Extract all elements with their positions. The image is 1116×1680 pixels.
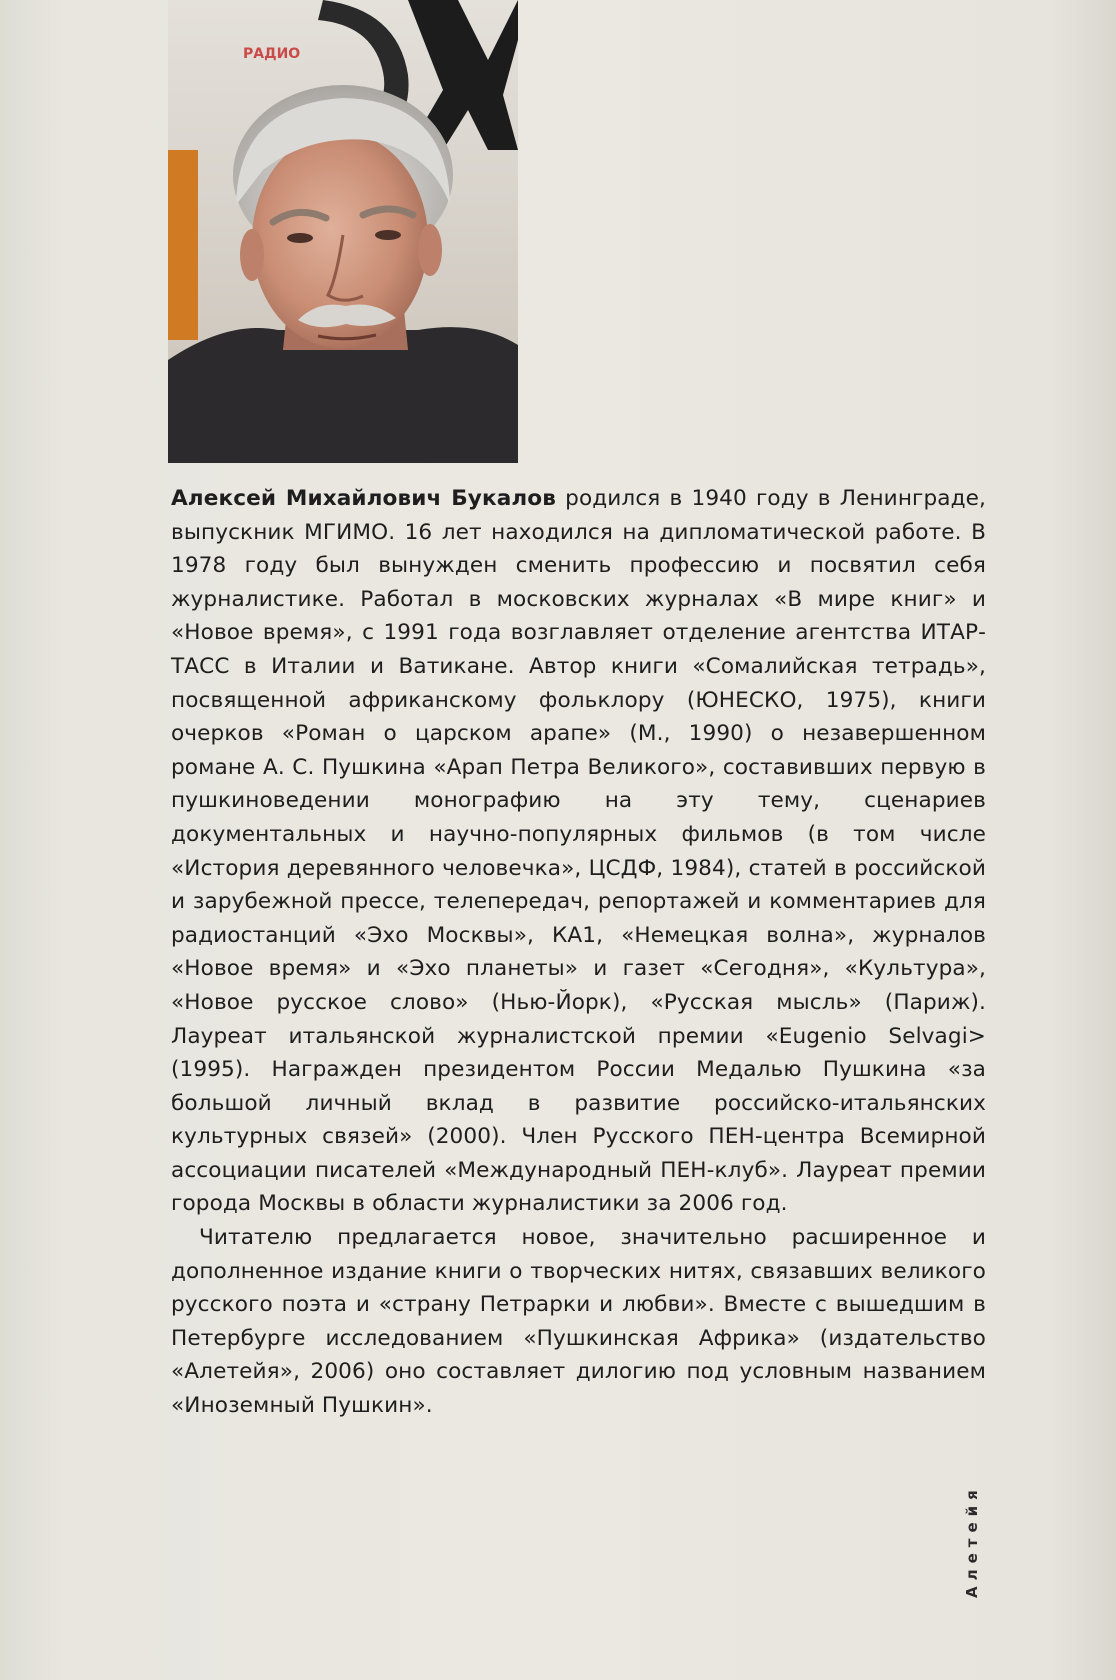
bio-paragraph-1	[171, 482, 986, 1221]
bio-paragraph-1-text: родился в 1940 году в Ленинграде, выпускник МГИМО. 16 лет находился на дипломатической работе. В 1978 году был вынужден сменить профессию и посвятил себя журналистике. Работал в московских журналах «В мире книг» и «Новое время», с 1991 года возглавляет отделение агентства ИТАР-ТАСС в Италии и Ватикане. Автор книги «Сомалийская тетрадь», посвященной африканскому фольклору (ЮНЕСКО, 1975), книги очерков «Роман о царском арапе» (М., 1990) о незавершенном романе А. С. Пушкина «Арап Петра Великого», составивших первую в пушкиноведении монографию на эту тему, сценариев документальных и научно-популярных фильмов (в том числе «История деревянного человечка», ЦСДФ, 1984), статей в российской и зарубежной прессе, телепередач, репортажей и комментариев для радиостанций «Эхо Москвы», КА1, «Немецкая волна», журналов «Новое время» и «Эхо планеты» и газет «Сегодня», «Культура», «Новое русское слово» (Нью-Йорк), «Русская мысль» (Париж). Лауреат итальянской журналистской премии «Eugenio Selvagi> (1995). Награжден президентом России Медалью Пушкина «за большой личный вклад в развитие российско-итальянских культурных связей» (2000). Член Русского ПЕН-центра Всемирной ассоциации писателей «Международный ПЕН-клуб». Лауреат премии города Москвы в области журналистики за 2006 год.	[171, 486, 987, 1217]
radio-logo-text: РАДИО	[243, 46, 301, 62]
author-name: Алексей Михайлович Букалов	[171, 486, 556, 511]
bio-paragraph-2: Читателю предлагается новое, значительно расширенное и дополненное издание книги о творческих нитях, связавших великого русского поэта и «страну Петрарки и любви». Вместе с вышедшим в Петербурге исследованием «Пушкинская Африка» (издательство «Алетейя», 2006) оно составляет дилогию под условным названием «Иноземный Пушкин».	[171, 1225, 986, 1419]
author-photo	[168, 0, 518, 463]
background-orange-box	[168, 150, 198, 340]
publisher-name: Алетейя	[963, 1484, 981, 1598]
author-portrait-image	[168, 0, 518, 463]
author-biography	[171, 482, 986, 1423]
